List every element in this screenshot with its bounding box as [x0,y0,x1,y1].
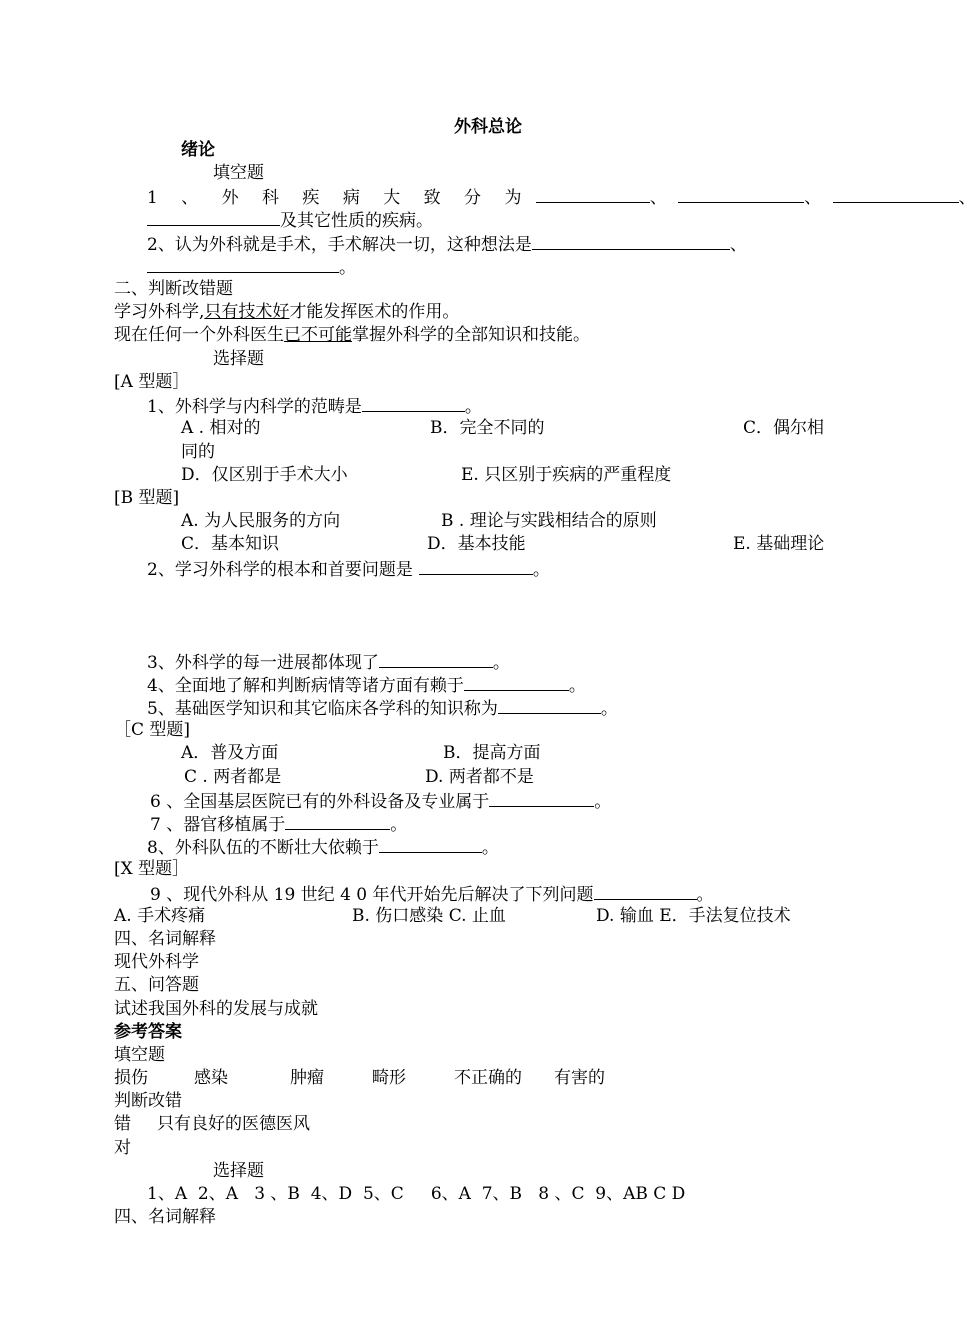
judge-item-2 [114,324,590,347]
b-question-3-text: 3、外科学的每一进展都体现了 [147,653,379,673]
period: 。 [492,653,510,673]
b-question-3 [147,650,510,675]
answer-blank [147,208,280,226]
answers-fill-heading: 填空题 [114,1045,165,1065]
x-option-de: D. 输血 E．手法复位技术 [596,906,791,926]
b-question-2-text: 2、学习外科学的根本和首要问题是 [147,560,413,580]
option-b: B．完全不同的 [430,418,545,438]
choice-heading: 选择题 [213,349,264,369]
period: 。 [390,815,408,835]
judge-heading: 二、判断改错题 [114,279,233,299]
judge-item-1-text-end: 才能发挥医术的作用。 [289,302,460,322]
period: 。 [464,397,482,417]
x-option-a: A. 手术疼痛 [114,906,206,926]
question-1-tail: 及其它性质的疾病。 [280,211,433,231]
c-question-7 [150,812,407,837]
b-question-5-text: 5、基础医学知识和其它临床各学科的知识称为 [147,699,498,719]
period: 。 [481,838,499,858]
section-intro-heading: 绪论 [181,140,215,160]
judge-item-2-underlined: 已不可能 [284,325,352,345]
question-2 [147,232,747,257]
qa-item: 试述我国外科的发展与成就 [114,999,318,1019]
judge-item-2-text-end: 掌握外科学的全部知识和技能。 [352,325,590,345]
answers-judge-2: 对 [114,1138,131,1158]
separator: 、 [958,188,976,208]
answer-blank [536,185,650,203]
option-c: C．偶尔相 [743,418,825,438]
b-option-a: A. 为人民服务的方向 [181,511,341,531]
period: 。 [339,258,356,278]
b-option-e: E. 基础理论 [733,534,825,554]
answers-fill-item: 畸形 [372,1068,406,1088]
c-option-d: D. 两者都不是 [425,767,534,787]
answer-blank [147,255,339,273]
c-question-6-text: 6 、全国基层医院已有的外科设备及专业属于 [150,792,490,812]
answers-terms-heading: 四、名词解释 [114,1207,216,1227]
option-c-cont: 同的 [181,442,215,462]
answer-blank [379,835,482,853]
separator: 、 [804,188,822,208]
answer-blank [678,185,804,203]
answer-blank [379,650,493,668]
answers-fill-item: 肿瘤 [290,1068,324,1088]
b-question-2 [147,557,550,582]
judge-item-1-text: 学习外科学, [114,302,205,322]
x-type-heading: [X 型题］ [114,859,190,879]
question-1-cont [147,208,433,233]
fill-heading: 填空题 [213,163,264,183]
answers-fill-item: 有害的 [554,1068,605,1088]
option-e: E. 只区别于疾病的严重程度 [461,465,672,485]
c-question-7-text: 7 、器官移植属于 [150,815,286,835]
b-question-4-text: 4、全面地了解和判断病情等诸方面有赖于 [147,676,464,696]
question-2-cont [147,255,356,280]
option-d: D．仅区别于手术大小 [181,465,348,485]
answers-fill-item: 不正确的 [454,1068,522,1088]
a-type-heading: [A 型题］ [114,372,190,392]
period: 。 [568,676,586,696]
separator: 、 [649,188,667,208]
b-question-5 [147,696,618,721]
c-option-a: A．普及方面 [181,743,279,763]
answers-heading: 参考答案 [114,1022,182,1042]
c-question-8-text: 8、外科队伍的不断壮大依赖于 [147,838,379,858]
answer-blank [498,696,601,714]
x-option-bc: B. 伤口感染 C. 止血 [352,906,506,926]
terms-item: 现代外科学 [114,952,199,972]
c-option-b: B．提高方面 [443,743,541,763]
question-2-text: 2、认为外科就是手术，手术解决一切，这种想法是 [147,235,532,255]
answer-blank [594,882,697,900]
question-1 [147,185,976,210]
answers-judge-1-correction: 只有良好的医德医风 [157,1114,310,1134]
answers-choice-heading: 选择题 [213,1161,264,1181]
answer-blank [362,394,465,412]
answer-blank [833,185,959,203]
document-title: 外科总论 [454,117,522,137]
c-question-6 [150,789,611,814]
b-question-4 [147,673,586,698]
c-question-8 [147,835,499,860]
answers-judge-1: 错 [114,1114,131,1134]
answer-blank [419,557,533,575]
terms-heading: 四、名词解释 [114,929,216,949]
answer-blank [464,673,569,691]
answers-choice-line: 1、A 2、A 3 、B 4、D 5、C 6、A 7、B 8 、C 9、AB C D [147,1184,686,1204]
c-type-heading: ［C 型题] [114,720,191,740]
period: 。 [532,560,550,580]
separator: 、 [729,235,747,255]
period: 。 [594,792,612,812]
answer-blank [489,789,594,807]
b-option-b: B . 理论与实践相结合的原则 [441,511,657,531]
a-question-1 [147,394,482,419]
period: 。 [600,699,618,719]
option-a: A . 相对的 [181,418,261,438]
answers-fill-item: 损伤 [114,1068,148,1088]
b-type-heading: [B 型题] [114,488,180,508]
question-1-text: 1 、 外 科 疾 病 大 致 分 为 [147,188,531,208]
judge-item-1 [114,301,459,324]
judge-item-2-text: 现在任何一个外科医生 [114,325,284,345]
c-option-c: C . 两者都是 [184,767,282,787]
period: 。 [696,885,714,905]
b-option-c: C．基本知识 [181,534,280,554]
answers-judge-heading: 判断改错 [114,1091,182,1111]
judge-item-1-underlined: 只有技术好 [204,302,290,322]
x-question-9 [150,882,714,907]
x-question-9-text: 9 、现代外科从 19 世纪 4 0 年代开始先后解决了下列问题 [150,885,594,905]
a-question-1-text: 1、外科学与内科学的范畴是 [147,397,362,417]
answer-blank [285,812,390,830]
b-option-d: D．基本技能 [427,534,526,554]
qa-heading: 五、问答题 [114,975,199,995]
answers-fill-item: 感染 [194,1068,228,1088]
answer-blank [532,232,730,250]
